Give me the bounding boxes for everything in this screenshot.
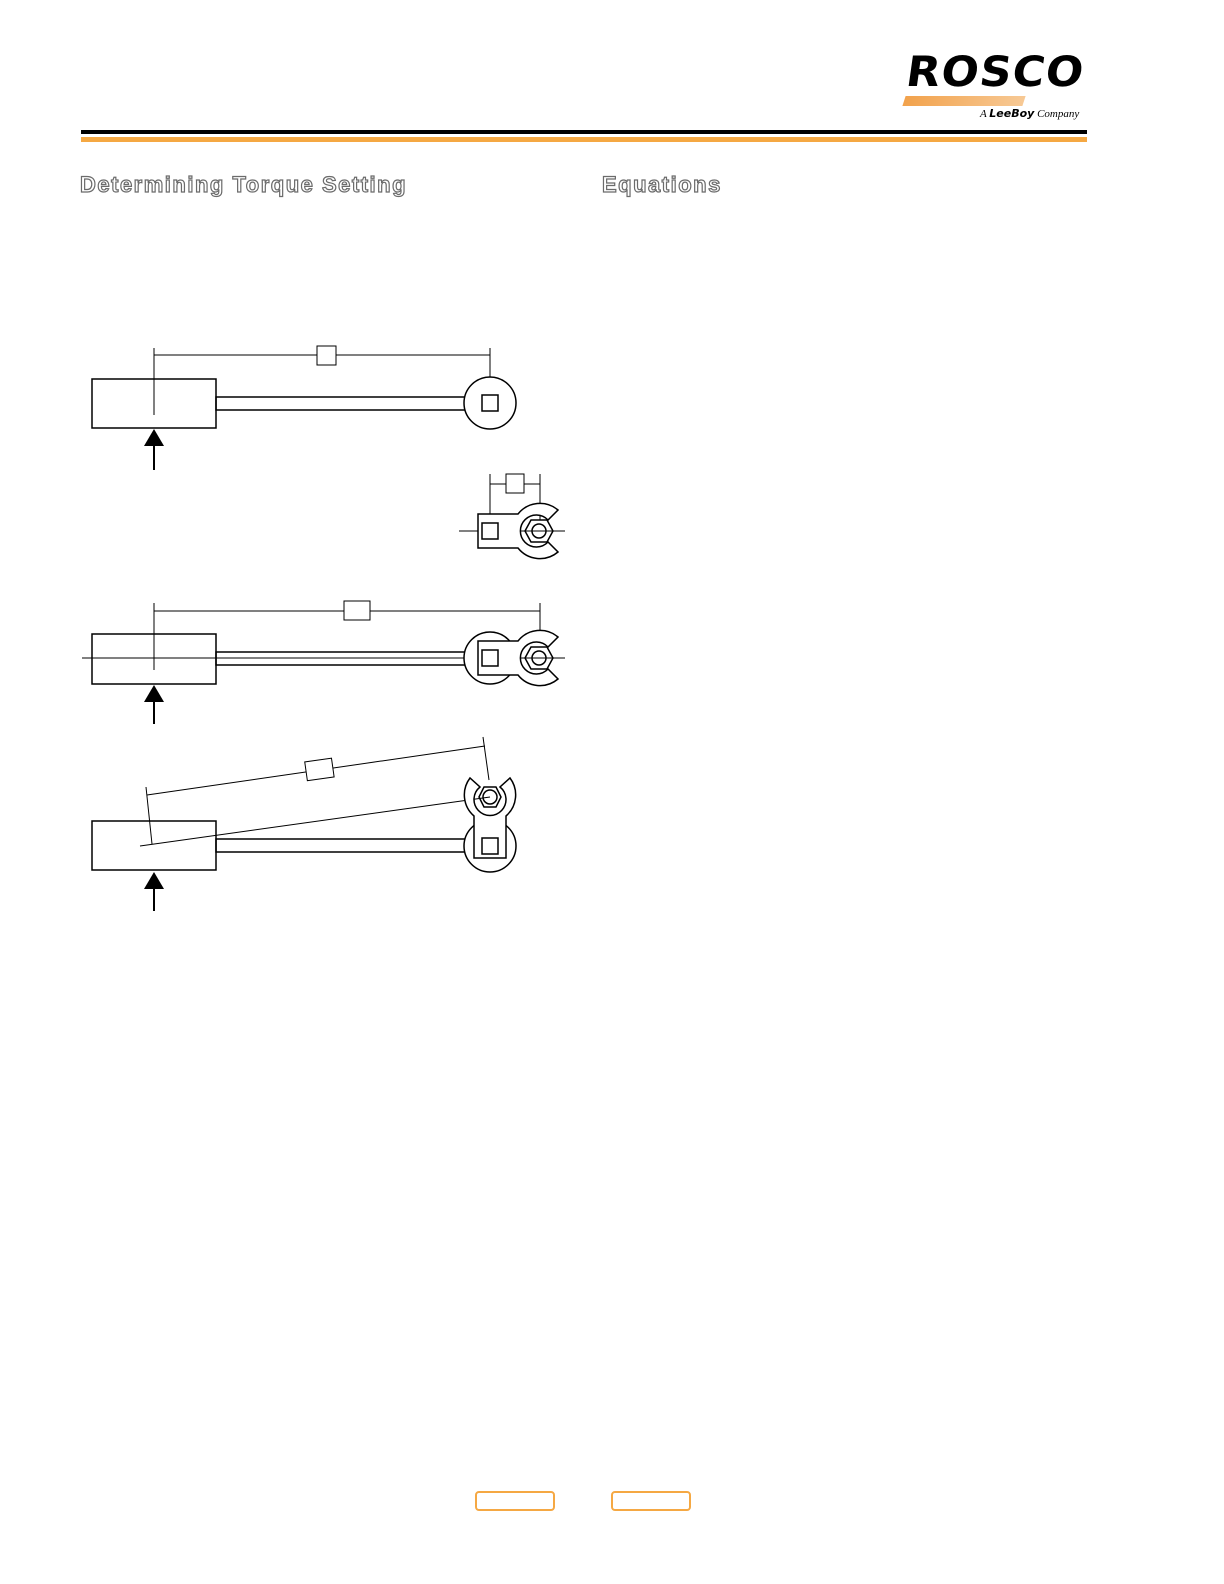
wrench-shaft — [216, 839, 466, 852]
force-arrow-icon — [144, 872, 164, 889]
next-page-button[interactable] — [611, 1491, 691, 1511]
section-heading-equations: Equations — [602, 172, 722, 197]
figure-wrench-plain — [92, 346, 516, 470]
figure-wrench-crowfoot-angled — [92, 737, 516, 911]
force-arrow-icon — [144, 429, 164, 446]
dimension-box-l — [317, 346, 336, 365]
section-heading-torque: Determining Torque Setting — [80, 172, 408, 197]
dimension-box-l-plus-e — [344, 601, 370, 620]
dimension-box-a — [305, 758, 334, 781]
figure-wrench-crowfoot-inline — [82, 601, 565, 724]
wrench-shaft — [216, 397, 466, 410]
dimension-box-e — [506, 474, 524, 493]
tagline-prefix: A — [980, 108, 987, 120]
logo-wordmark: ROSCO — [903, 48, 1088, 97]
wrench-handle — [92, 821, 216, 870]
tagline-suffix: Company — [1037, 108, 1080, 120]
tagline-brand: LeeBoy — [989, 107, 1035, 120]
wrench-head — [464, 377, 516, 429]
force-arrow-icon — [144, 685, 164, 702]
figure-crowfoot-adapter — [459, 474, 565, 559]
previous-page-button[interactable] — [475, 1491, 555, 1511]
